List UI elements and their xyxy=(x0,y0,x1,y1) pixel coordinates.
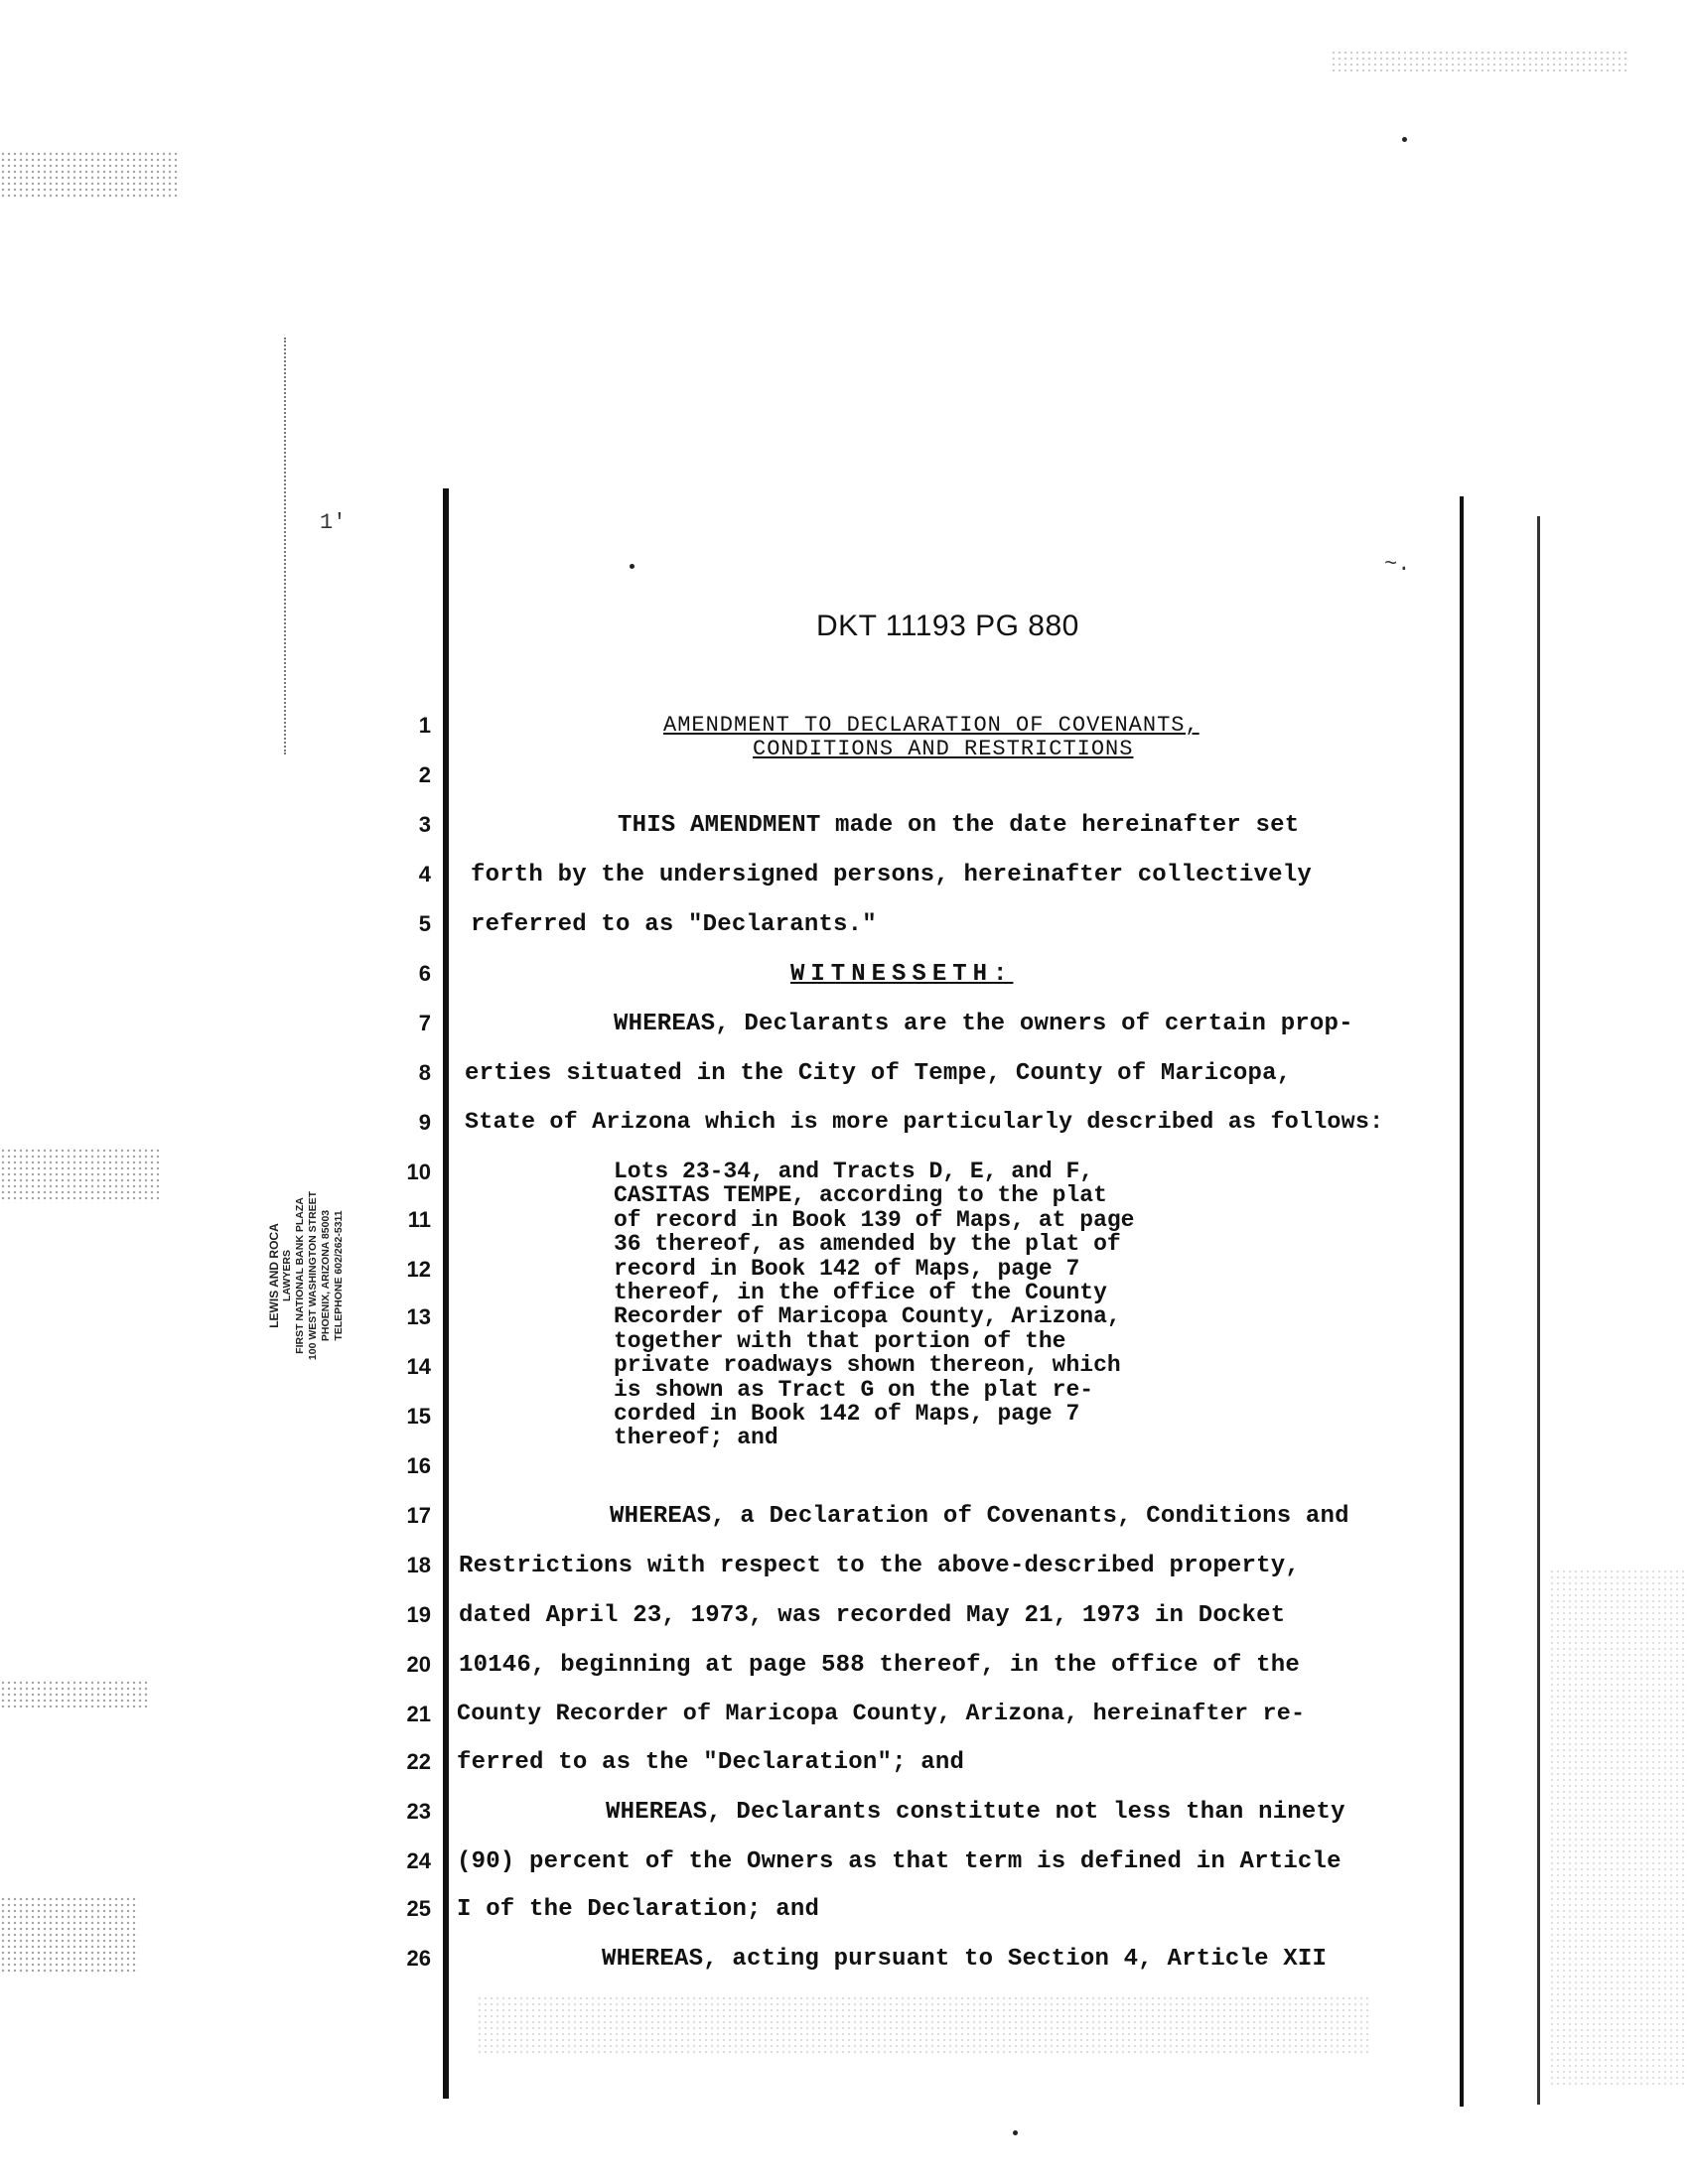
line-number: 6 xyxy=(418,961,431,986)
line-number: 17 xyxy=(406,1503,431,1528)
line-number: 20 xyxy=(406,1652,431,1677)
line-number: 3 xyxy=(418,812,431,837)
line-number: 24 xyxy=(406,1848,431,1873)
line-number: 7 xyxy=(418,1011,431,1035)
body-line-5: referred to as "Declarants." xyxy=(471,911,877,938)
body-line-22: ferred to as the "Declaration"; and xyxy=(457,1749,965,1776)
scan-noise xyxy=(477,1995,1370,2055)
body-line-21: County Recorder of Maricopa County, Arizona, hereinafter re- xyxy=(457,1702,1306,1727)
law-firm-stamp xyxy=(268,1112,387,1449)
scan-speck xyxy=(630,564,635,569)
line-number: 19 xyxy=(406,1602,431,1627)
law-firm-line: PHOENIX, ARIZONA 85003 xyxy=(320,1209,332,1342)
scan-noise xyxy=(0,1896,139,1976)
line-number: 22 xyxy=(406,1749,431,1774)
line-number: 12 xyxy=(406,1257,431,1282)
document-title-line-2: CONDITIONS AND RESTRICTIONS xyxy=(753,737,1134,761)
law-firm-line: TELEPHONE 602/262-5311 xyxy=(333,1210,345,1341)
scan-noise xyxy=(1549,1569,1688,2085)
line-number: 23 xyxy=(406,1799,431,1824)
scan-speck xyxy=(1013,2130,1018,2135)
legal-description: Lots 23-34, and Tracts D, E, and F, CASITAS TEMPE, according to the plat of record in Book 139 of Maps, at page 36 thereof, as amended by the plat of record in Book 142 of Maps, page 7 thereof, in the office of the County Recorder of Maricopa County, Arizona, together with that portion of the private roadways shown thereon, which is shown as Tract G on the plat re- corded in Book 142 of Maps, page 7 thereof; and xyxy=(614,1159,1135,1451)
line-number: 18 xyxy=(406,1553,431,1577)
margin-mark: ~. xyxy=(1384,552,1411,577)
outer-margin-rule xyxy=(1537,516,1540,2105)
scan-noise xyxy=(0,1148,159,1203)
body-line-3: THIS AMENDMENT made on the date hereinafter set xyxy=(618,812,1300,839)
body-line-4: forth by the undersigned persons, hereinafter collectively xyxy=(471,862,1312,888)
line-number: 25 xyxy=(406,1896,431,1921)
scan-noise xyxy=(0,151,179,199)
line-number: 11 xyxy=(407,1207,431,1232)
scan-noise xyxy=(1331,50,1628,71)
law-firm-line: LAWYERS xyxy=(281,1250,293,1301)
line-number: 16 xyxy=(406,1453,431,1478)
law-firm-line: 100 WEST WASHINGTON STREET xyxy=(307,1190,319,1361)
body-line-9: State of Arizona which is more particularly described as follows: xyxy=(465,1110,1384,1136)
scan-noise xyxy=(0,1680,149,1707)
document-title-line-1: AMENDMENT TO DECLARATION OF COVENANTS, xyxy=(663,713,1200,738)
scan-speck xyxy=(1402,137,1407,142)
body-line-7: WHEREAS, Declarants are the owners of certain prop- xyxy=(614,1011,1353,1037)
margin-mark: 1′ xyxy=(320,510,347,535)
line-number: 1 xyxy=(418,713,431,738)
law-firm-name: LEWIS AND ROCA xyxy=(267,1223,281,1328)
line-number: 26 xyxy=(406,1946,431,1971)
body-line-26: WHEREAS, acting pursuant to Section 4, Article XII xyxy=(602,1946,1328,1973)
line-number: 9 xyxy=(418,1110,431,1135)
witnesseth-heading: WITNESSETH: xyxy=(790,961,1014,988)
line-number: 21 xyxy=(406,1702,431,1726)
body-line-18: Restrictions with respect to the above-described property, xyxy=(459,1553,1300,1579)
line-number: 13 xyxy=(406,1304,431,1329)
right-margin-rule xyxy=(1460,496,1464,2107)
line-number: 5 xyxy=(418,911,431,936)
body-line-23: WHEREAS, Declarants constitute not less than ninety xyxy=(606,1799,1345,1826)
line-number: 14 xyxy=(406,1354,431,1379)
left-margin-rule xyxy=(443,488,449,2099)
body-line-20: 10146, beginning at page 588 thereof, in the office of the xyxy=(459,1652,1300,1679)
line-number: 8 xyxy=(418,1060,431,1085)
body-line-8: erties situated in the City of Tempe, County of Maricopa, xyxy=(465,1060,1292,1087)
line-number: 10 xyxy=(406,1160,431,1184)
body-line-24: (90) percent of the Owners as that term is defined in Article xyxy=(457,1848,1341,1875)
line-number: 4 xyxy=(418,862,431,887)
body-line-17: WHEREAS, a Declaration of Covenants, Conditions and xyxy=(610,1503,1349,1530)
body-line-19: dated April 23, 1973, was recorded May 21, 1973 in Docket xyxy=(459,1602,1286,1629)
law-firm-line: FIRST NATIONAL BANK PLAZA xyxy=(294,1197,306,1354)
page-edge-line xyxy=(284,338,288,754)
line-number: 2 xyxy=(418,762,431,787)
body-line-25: I of the Declaration; and xyxy=(457,1896,820,1923)
line-number: 15 xyxy=(406,1404,431,1429)
docket-number: DKT 11193 PG 880 xyxy=(816,610,1079,642)
